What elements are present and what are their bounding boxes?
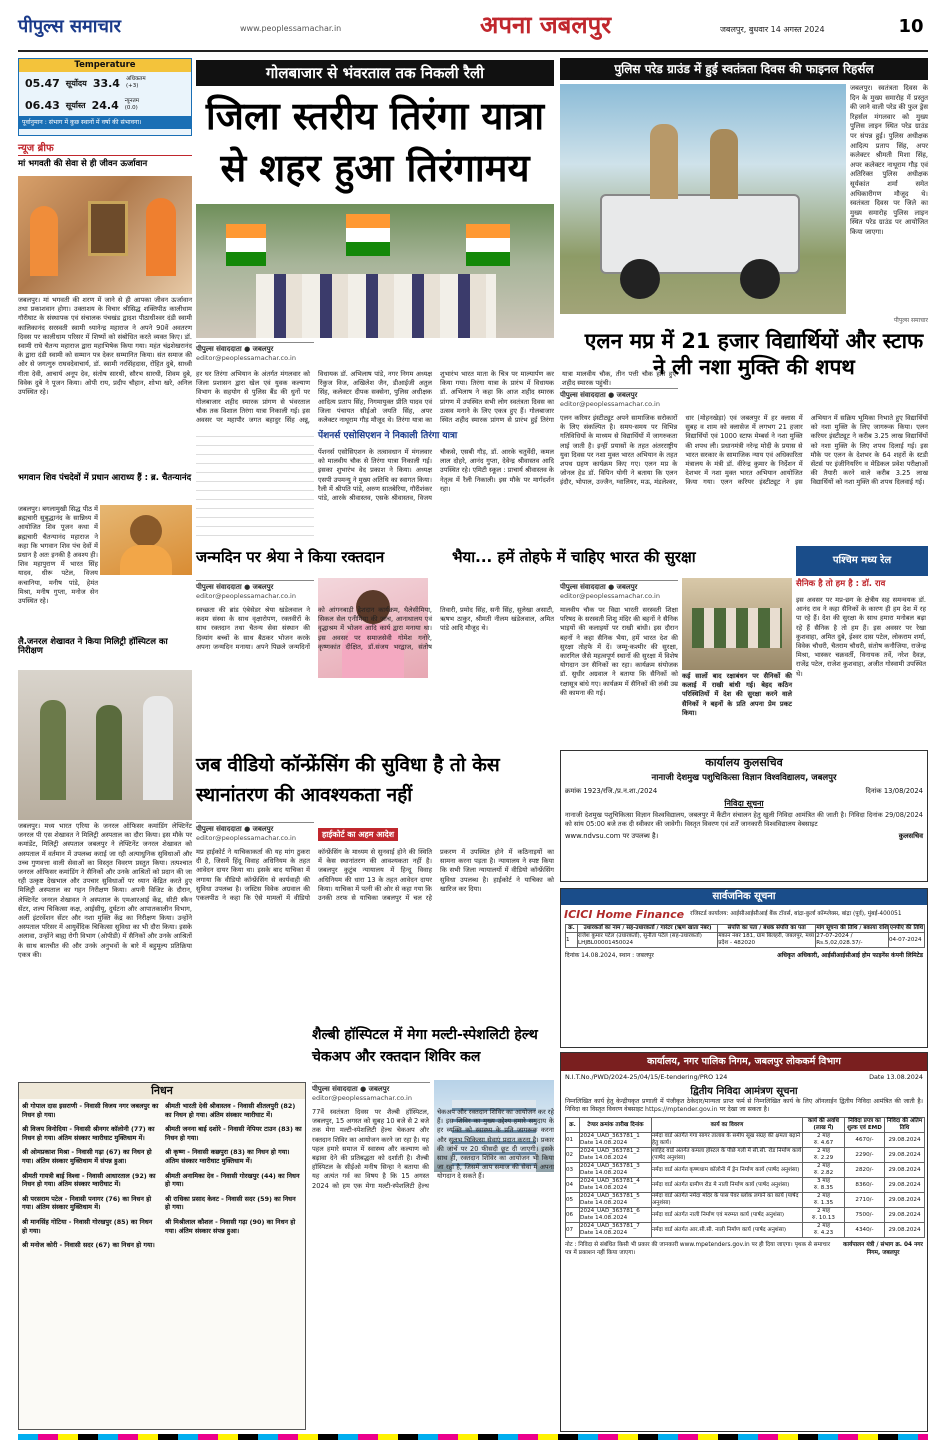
raksha-caption: कई सालों बाद रक्षाबंधन पर सैनिकों की कलाई में राखी बांधी गई। बेहद कठिन परिस्थितियों में देश की सुरक्षा करने वाले सैनिकों ने बहनों के प्रति अपना प्रेम प्रकट किया। (682, 672, 792, 717)
raksha-headline: भैया... हमें तोहफे में चाहिए भारत की सुरक्षा (452, 548, 696, 566)
table-row: 02 2024_UAD_363781_2 Date 14.08.2024 शाहिद वार्ड अंतर्गत कमला हॉस्टल के पीछे गली में सी.सी. रोड निर्माण कार्य (पार्षद अनुशंसा) 2 माह रु. 2.29 2290/- 29.08.2024 (566, 1148, 925, 1163)
icici-logo: ICICI Home Finance (564, 908, 685, 921)
main-byline: पीपुल्स संवाददाता ● जबलपुर editor@peoplessamachar.co.in (196, 342, 314, 366)
table-row: 04 2024_UAD_363781_4 Date 14.08.2024 नर्मदा वार्ड अंतर्गत ग्रामीण रोड मे नाली निर्माण कार्य (पार्षद अनुशंसा) 3 माह रु. 8.35 8360/- 29.08.2024 (566, 1178, 925, 1193)
university-body: नानाजी देशमुख पशुचिकित्सा विज्ञान विश्वविद्यालय, जबलपुर में कैंटीन संचालन हेतु खुली निविदा आमंत्रित की जाती है। निविदा दिनांक 29/08/2024 को सांय 05:00 बजे तक दी स्वीकार की जावेगी। विस्तृत विवरण एवं शर्तें जानकारी विश्वविद्यालय वेबसाइट (565, 811, 923, 829)
university-site[interactable]: www.ndvsu.com पर उपलब्ध है। (565, 832, 659, 841)
table-row: 06 2024_UAD_363781_6 Date 14.08.2024 नर्मदा वार्ड अंतर्गत नाली निर्माण एवं मरम्मत कार्य (पार्षद अनुशंसा) 2 माह रु. 10.13 7500/- 29.08.2024 (566, 1208, 925, 1223)
tender-notice (560, 1052, 928, 1432)
weather-row: 06.43 सूर्यास्त 24.4 न्यूनतम (0.0) (25, 98, 140, 112)
hospital-byline: पीपुल्स संवाददाता ● जबलपुर editor@peoplessamachar.co.in (312, 1082, 430, 1106)
main-body: हर घर तिरंगा अभियान के अंतर्गत मंगलवार को जिला प्रशासन द्वारा खेल एवं युवक कल्याण विभाग के सहयोग से पुलिस बैंड की धुनों पर गोलबाजार शहीद स्मारक प्रांगण से भंवरताल चौक तक विशाल तिरंगा यात्रा निकाली गई। इस अवसर पर महापौर जगत बहादुर सिंह अन्नू, विधायक डॉ. अभिलाष पांडे, नगर निगम अध्यक्ष रिंकुज विज, अखिलेश जैन, डीआईजी अतुल सिंह, कलेक्टर दीपक सक्सेना, पुलिस अधीक्षक आदित्य प्रताप सिंह, निगमायुक्त प्रीति यादव एवं जिला पंचायत सीईओ जयति सिंह, अपर कलेक्टर नाथूराम गौड़ मौजूद थे। तिरंगा यात्रा का शुभारंभ भारत माता के चित्र पर माल्यार्पण कर किया गया। तिरंगा यात्रा के प्रारंभ में विधायक डॉ. अभिलाष ने कहा कि आज शहीद स्मारक प्रांगण में उपस्थित सभी लोग स्वतंत्रता दिवस का उत्सव मनाने के लिए एकत्र हुए हैं। गोलबाजार स्थित शहीद स्मारक प्रांगण से प्रारंभ हुई तिरंगा यात्रा मालवीय चौक, तीन पत्ती चौक होते हुए शहीद स्मारक पहुंची। (196, 370, 676, 425)
list-item: श्री मानसिंह गोटिया - निवासी गोरखपुर (85) का निधन हो गया। (22, 1217, 153, 1235)
news-brief-label: न्यूज ब्रीफ (18, 140, 192, 156)
tender-title: द्वितीय निविदा आमंत्रण सूचना (690, 1086, 798, 1097)
weather-forecast: पूर्वानुमान : संभाग में कुछ स्थानों में वर्षा की संभावना। (19, 116, 191, 129)
brief-2-headline: भगवान शिव पंचदेवों में प्रधान आराध्य हैं : ब्र. चैतन्यानंद (18, 473, 192, 483)
university-notice-label: निविदा सूचना (724, 799, 764, 808)
list-item: श्रीमती अनामिका देव - निवासी गोरखपुर (44) का निधन हो गया। (165, 1171, 300, 1189)
pensioners-subhead: पेंशनर्स एसोसिएशन ने निकाली तिरंगा यात्रा (318, 431, 458, 441)
brief-1-body: जबलपुर। मां भगवती की शरण में जाने से ही आपका जीवन ऊर्जावान तथा प्रकाशवान होगा। उक्ताशय के विचार श्रीसिद्ध शक्तिपीठ कालीधाम गौरीघाट के संस्थापक एवं संचालक पंचखंड द्वादश पीठाधीश्वर दंडी स्वामी कालिकानंद सरस्वती स्वामी ध्यानेन्द्र महाराज ने अपने 90वें अवतरण दिवस पर कालीधाम परिसर में शिष्यों को संबोधित करते व्यक्त किए। डॉ. स्वामी राघे चैतन्य महाराज द्वारा महाभिषेक किया गया। महंत चंद्रशेखरानंद के द्वारा दंडी स्वामी को सम्मान पत्र देकर सम्मानित किया। संत समाज की ओर से जगत्गुरु राघवदेवाचार्य, डॉ. स्वामी नरसिंहदास, रोहित दुबे, साध्वी गीता देवी, आचार्य अनूप देव, संतोष सारथी, सौरभ सारथी, शिवम दुबे, विवेक दुबे ने पूजन किया। ओपी राय, प्रदीप चौहान, शोभा खरे, अनिल उपस्थित रहे। (18, 296, 192, 397)
list-item: श्री विजय विनोदिया - निवासी श्रीनगर कॉलोनी (77) का निधन हो गया। अंतिम संस्कार ग्वारीघाट मुक्तिधाम में। (22, 1125, 155, 1142)
icici-notice (560, 888, 928, 1048)
table-row: 05 2024_UAD_363781_5 Date 14.08.2024 नर्मदा वार्ड अंतर्गत नर्मदा मंदिर के पास पेवर ब्लॉक लगाने का कार्य (पार्षद अनुशंसा) 2 माह रु. 1.35 2710/- 29.08.2024 (566, 1193, 925, 1208)
table-row: 07 2024_UAD_363781_7 Date 14.08.2024 नर्मदा वार्ड अंतर्गत आर.सी.सी. नाली निर्माण कार्य (पार्षद अनुशंसा) 2 माह रु. 4.23 4340/- 29.08.2024 (566, 1223, 925, 1238)
table-row: 01 2024_UAD_363781_1 Date 14.08.2024 नर्मदा वार्ड अंतर्गत गंगा सागर तालाब के समीप सूख संग्रह की क्षमता बढ़ाने हेतु कार्य। 2 माह रु. 4.67 4670/- 29.08.2024 (566, 1133, 925, 1148)
raksha-sub-body: इस अवसर पर मप्र-छग के क्षेत्रीय सह समन्वयक डॉ. आनंद राव ने कहा सैनिकों के कारण ही हम देश में रह पा रहे हैं। देश की सुरक्षा के साथ हमारा मनोबल बढ़ा रहे हैं सैनिक है तो हम हैं। इस अवसर पर रेखा कुशवाहा, अमित दुबे, ईश्वर दास पटेल, लोकराम शर्मा, विवेक चौधरी, चैतराम चौधरी, संतोष कनौजिया, राजेन्द्र मिश्रा, भास्कर चक्रवर्ती, विनायक तर्वे, नरेश दैवज्ञ, राजेंद्र पटेल, राजेश कुशवाहा, अजीत गोस्वामी उपस्थित थे। (796, 596, 926, 678)
masthead-rule (18, 50, 928, 52)
transfer-byline: पीपुल्स संवाददाता ● जबलपुर editor@peoplessamachar.co.in (196, 822, 314, 846)
parade-headline-bar: पुलिस परेड ग्राउंड में हुई स्वतंत्रता दिवस की फाइनल रिहर्सल (560, 58, 928, 80)
page-number: 10 (898, 16, 924, 37)
main-headline: जिला स्तरीय तिरंगा यात्रा से शहर हुआ तिरंगामय (205, 94, 545, 190)
print-colour-strip (18, 1434, 928, 1440)
list-item: श्री मिश्रीलाल कौशल - निवासी गढ़ा (90) का निधन हो गया। अंतिम संस्कार संपन्न हुआ। (165, 1217, 296, 1235)
allen-byline: पीपुल्स संवाददाता ● जबलपुर editor@peoplessamachar.co.in (560, 388, 678, 412)
tender-nit: N.I.T.No./PWD/2024-25/04/15/E-tendering/PRO 124 (565, 1073, 728, 1081)
section-title: अपना जबलपुर (480, 11, 612, 39)
transfer-headline: जब वीडियो कॉन्फ्रेंसिंग की सुविधा है तो केस स्थानांतरण की आवश्यकता नहीं (196, 754, 500, 806)
blood-headline: जन्मदिन पर श्रेया ने किया रक्तदान (196, 548, 385, 566)
list-item: श्री परसराम पटेल - निवासी पनागर (76) का निधन हो गया। अंतिम संस्कार मुक्तिधाम में। (22, 1194, 152, 1212)
blood-body: स्वच्छता की ब्रांड एंबेसेडर श्रेया खंडेलवाल ने कदम संस्था के साथ वृक्षारोपण, रक्तवीरों के साथ रक्तदान तथा चैतन्य सेवा संस्थान की दिव्यांग बच्चों के साथ बैठकर भोजन करके अपना जन्मदिन मनाया। अपने पिछले जन्मदिनों को आंगनबाड़ी देशदान कार्यक्रम, थैलेसीमिया, सिकल सेल एनीमिया की जांच, आनाथालय एवं वृद्धाश्रम में भोजन आदि कार्य द्वारा मनाया था। इस अवसर पर समाजसेवी गोमेश गनोरे, कृष्णकांत दीक्षित, डॉ.संजय भरद्वाज, संतोष तिवारी, प्रमोद सिंह, सनी सिंह, सुलेखा असाटी, ऋषभ ठाकुर, श्रीमती नीलम खंडेलवाल, अमित पांडे आदि मौजूद थे। (196, 606, 554, 651)
list-item: श्रीमती गायत्री बाई विश्वा - निवासी आधारताल (92) का निधन हो गया। अंतिम संस्कार ग्वारीघाट में। (22, 1171, 156, 1189)
icici-banner: सार्वजनिक सूचना (561, 889, 927, 905)
blood-byline: पीपुल्स संवाददाता ● जबलपुर editor@peoplessamachar.co.in (196, 580, 314, 604)
raksha-byline: पीपुल्स संवाददाता ● जबलपुर editor@peoplessamachar.co.in (560, 580, 678, 604)
university-date: दिनांक 13/08/2024 (865, 787, 923, 795)
weather-title: Temperature (19, 59, 191, 72)
list-item: श्री मनोज कोरी - निवासी सदर (67) का निधन हो गया। (22, 1241, 155, 1250)
table-row: 03 2024_UAD_363781_3 Date 14.08.2024 नर्मदा वार्ड अंतर्गत कृष्णधाम कॉलोनी में ड्रेन निर्माण कार्य (पार्षद अनुशंसा) 2 माह रु. 2.82 2820/- 29.08.2024 (566, 1163, 925, 1178)
list-item: श्री ओमप्रकाश मिश्रा - निवासी गढ़ा (67) का निधन हो गया। अंतिम संस्कार मुक्तिधाम में संपन्न हुआ। (22, 1148, 152, 1165)
paper-logo: पीपुल्स समाचार (18, 16, 121, 37)
list-item: श्री गोपाल दास इसराणी - निवासी विजय नगर जबलपुर का निधन हो गया। (22, 1102, 159, 1119)
university-org: नानाजी देशमुख पशुचिकित्सा विज्ञान विश्वविद्यालय, जबलपुर (651, 773, 837, 783)
parade-photo (560, 84, 846, 314)
brief-2-photo (100, 505, 192, 575)
tender-note: नोट : निविदा से संबंधित किसी भी प्रकार की जानकारी www.mpetenders.gov.in पर ही दिया जाएगा। पृथक से समाचार पत्र में प्रकाशन नहीं किया जाएगा। (565, 1242, 831, 1256)
tender-date: Date 13.08.2024 (869, 1073, 923, 1081)
tender-table: क्र. टेण्डर क्रमांक तारीख दिनांक कार्य का विवरण कार्य की अवधि (लाख में) निविदा प्रपत्र का शुल्क एवं EMD निविदा की अंतिम तिथि 01 2024_UAD_363781_1 Date 14.08.2024 नर्मदा वार्ड अंतर्गत गंगा सागर तालाब के समीप सूख संग्रह की क्षमता बढ़ाने हेतु कार्य। 2 माह रु. 4.67 4670/- 29.08.2024 02 2024_UAD_363781_2 Date 14.08.2024 शाहिद वार्ड अंतर्गत कमला हॉस्टल के पीछे गली में सी.सी. रोड निर्माण कार्य (पार्षद अनुशंसा) 2 माह रु. 2.29 2290/- 29.08.2024 03 2024_UAD_363781_3 Date 14.08.2024 नर्मदा वार्ड अंतर्गत कृष्णधाम कॉलोनी में ड्रेन निर्माण कार्य (पार्षद अनुशंसा) 2 माह रु. 2.82 2820/- 29.08.2024 04 2024_UAD_363781_4 Date 14.08.2024 नर्मदा वार्ड अंतर्गत ग्रामीण रोड मे नाली निर्माण कार्य (पार्षद अनुशंसा) 3 माह रु. 8.35 8360/- 29.08.2024 05 2024_UAD_363781_5 Date 14.08.2024 नर्मदा वार्ड अंतर्गत नर्मदा मंदिर के पास पेवर ब्लॉक लगाने का कार्य (पार्षद अनुशंसा) 2 माह रु. 1.35 2710/- 29.08.2024 06 2024_UAD_363781_6 Date 14.08.2024 नर्मदा वार्ड अंतर्गत नाली निर्माण एवं मरम्मत कार्य (पार्षद अनुशंसा) 2 माह रु. 10.13 7500/- 29.08.2024 07 2024_UAD_363781_7 Date 14.08.2024 नर्मदा वार्ड अंतर्गत आर.सी.सी. नाली निर्माण कार्य (पार्षद अनुशंसा) 2 माह रु. 4.23 4340/- 29.08.2024 (565, 1117, 925, 1238)
hospital-body: 77वें स्वतंत्रता दिवस पर शैल्बी हॉस्पिटल, जबलपुर, 15 अगस्त को सुबह 10 बजे से 2 बजे तक मेगा मल्टी-स्पेशलिटी हेल्थ चेकअप और रक्तदान शिविर का आयोजन करने जा रहा है। यह पहल हमारे समाज में स्वास्थ्य और कल्याण को बढ़ावा देने की प्रतिबद्धता को दर्शाती है। शैल्बी हॉस्पिटल के सीईओ मनीष सिन्हा ने बताया की यह अत्यंत गर्व का विषय है कि 15 अगस्त 2024 को हम एक मेगा मल्टी-स्पेशलिटी हेल्थ चेकअप और रक्तदान शिविर का आयोजन कर रहे हैं। इस शिविर का मुख्य उद्देश्य हमारे समुदाय के हर व्यक्ति को स्वास्थ्य के प्रति जागरूक करना और सुलभ चिकित्सा सेवाएं प्रदान करना है। प्रकार की जांचें पर 20 फीसदी छूट दी जाएगी। इसके साथ ही, रक्तदान शिविर का आयोजन भी किया जा रहा है, जिसमें आप समाज की सेवा में अपना योगदान दे सकते हैं। (312, 1108, 554, 1190)
university-ref: क्रमांक 1923/रजि./प्र.न.शा./2024 (565, 787, 658, 795)
parade-caption: जबलपुर। स्वतंत्रता दिवस के दिन के मुख्य समारोह में प्रस्तुत की जाने वाली परेड की फुल ड्रेस रिहर्सल मंगलवार को मुख्य पुलिस लाइन स्थित परेड ग्राउंड पर संपन्न हुई। पुलिस अधीक्षक आदित्य प्रताप सिंह, अपर कलेक्टर श्रीमती मिशा सिंह, अपर कलेक्टर नाथूराम गौड़ एवं अतिरिक्त पुलिस अधीक्षक सूर्यकांत शर्मा समेत अधिकारीगण मौजूद थे। स्वतंत्रता दिवस पर जिले का मुख्य समारोह पुलिस लाइन स्थित परेड ग्राउंड पर आयोजित किया जाएगा। (850, 84, 928, 236)
icici-reg: रजिस्टर्ड कार्यालय: आईसीआईसीआई बैंक टॉवर्स, बांद्रा-कुर्ला कॉम्प्लेक्स, बांद्रा (पूर्व), मुंबई-400051 (690, 911, 902, 917)
transfer-body: मप्र हाईकोर्ट ने याचिकाकर्ता की यह मांग ठुकरा दी है, जिसमें हिंदू विवाह अधिनियम के तहत आवेदन दायर किया था। इसके बाद याचिका में लगाया कि वीडियो कॉन्फ्रेंसिंग से कार्यवाही की सुविधा उपलब्ध है। जस्टिस विवेक अग्रवाल की एकलपीठ ने कहा कि ऐसे मामलों में वीडियो कॉन्फ्रेंसिंग के माध्यम से सुनवाई होने की स्थिति में केस स्थानांतरण की आवश्यकता नहीं है। जबलपुर कुटुंब न्यायालय में हिन्दू विवाह अधिनियम की धारा 13 के तहत आवेदन दायर किया। याचिका में पत्नी की ओर से कहा गया कि उनकी तरफ से याचिका जबलपुर में चल रहे प्रकरण में उपस्थित होने में कठिनाइयों का सामना करना पड़ता है। न्यायालय ने स्पष्ट किया कि सभी जिला न्यायालयों में वीडियो कॉन्फ्रेंसिंग सुविधा उपलब्ध है। हाईकोर्ट ने याचिका को खारिज कर दिया। (196, 848, 554, 903)
list-item: श्री कृष्ण - निवासी कछपुरा (83) का निधन हो गया। अंतिम संस्कार ग्वारीघाट मुक्तिधाम में। (165, 1148, 290, 1165)
icici-footer: दिनांक 14.08.2024, स्थान : जबलपुर (565, 952, 654, 959)
raksha-body: मालवीय चौक पर विद्या भारती सरस्वती शिक्षा परिषद के सरस्वती शिशु मंदिर की बहनों ने सैनिक भाइयों की कलाइयों पर राखी बांधी। इस दौरान बहनों ने कहा सैनिक भैया, हमें भारत देश की सुरक्षा तोहफे में दें। जम्मू-कश्मीर की सुरक्षा, कारगिल जैसे महत्वपूर्ण स्थानों की सुरक्षा में विशेष योगदान उन सैनिकों का रहा। कार्यक्रम संयोजक डॉ. सुधीर अग्रवाल ने बताया कि सैनिकों को रक्षासूत्र बांधे गए। कार्यक्रम में सैनिकों की लंबी उम्र की कामना की गई। (560, 606, 678, 697)
raksha-photo (682, 578, 792, 670)
university-notice (560, 750, 928, 882)
university-title: कार्यालय कुलसचिव (705, 756, 783, 769)
hospital-headline: शैल्बी हॉस्पिटल में मेगा मल्टी-स्पेशलिटी हेल्थ चेकअप और रक्तदान शिविर कल (312, 1027, 538, 1065)
weather-box (18, 58, 192, 136)
brief-2-body: जबलपुर। बगलामुखी सिद्ध पीठ में ब्रह्मचारी सुबुद्धानंद के सान्निध्य में आयोजित शिव पूजन कथा में ब्रह्मचारी चैतन्यानंद महाराज ने कहा कि भगवान शिव पंच देवों में प्रधान है अतः इनकी है अवश्य ही। शिव महापुराण में भारत सिंह यादव, धीरू पटेल, विजय कचानिया, मनीष पांडे, हेमंत मिश्रा, मनीष गुप्ता, मनोज सेन उपस्थित रहे। (18, 505, 98, 606)
list-item: श्री राधिका प्रसाद केवट - निवासी सदर (59) का निधन हो गया। (165, 1194, 296, 1212)
raksha-subhead: सैनिक है तो हम है : डॉ. राव (796, 579, 886, 589)
brief-3-body: जबलपुर। मध्य भारत एरिया के जनरल ऑफिसर कमांडिंग लेफ्टिनेंट जनरल पी एस शेखावत ने मिलिट्री अस्पताल का दौरा किया। इस मौके पर कमांडेंट, मिलिट्री अस्पताल जबलपुर ने लेफ्टिनेंट जनरल शेखावत को अस्पताल में वर्तमान में उपलब्ध कराई जा रही अत्याधुनिक सुविधाओं और उच्च गुणवत्ता वाली सेवाओं का विस्तृत विवरण प्रस्तुत किया। तत्पश्चात जनरल ऑफिसर कमांडिंग ने सैनिकों और उनके आश्रितों को प्रदान की जा रही उत्कृष्ट देखभाल और उपचार सुविधाओं पर ध्यान केंद्रित करते हुए मिलिट्री अस्पताल का गहन निरीक्षण किया। अपनी विजिट के दौरान, लेफ्टिनेंट जनरल शेखावत ने अस्पताल के एमआरआई केंद्र, सीटी स्कैन सेंटर, शल्य चिकित्सा कक्ष, आईसीयू, दुर्घटना और आपातकालीन विभाग, अर्ली इंटरवेंशन सेंटर और नशा मुक्ति केंद्र का निरीक्षण किया। उन्होंने अस्पताल परिसर में आयुर्वेदिक चिकित्सा सुविधा का भी दौरा किया। इसके अलावा, उन्होंने बाह्य रोगी विभाग (ओपीडी) में सैनिकों और उनके आश्रितों के साथ बातचीत की और उनके अनुभवों के बारे में बहुमूल्य प्रतिक्रिया एकत्र की। (18, 822, 192, 959)
transfer-kicker: हाईकोर्ट का अहम आदेश (318, 822, 428, 836)
brief-1-photo (18, 176, 192, 294)
tender-intro: निम्नलिखित कार्य हेतु केन्द्रीयकृत प्रणाली में पंजीकृत ठेकेदार/मान्यता प्राप्त फर्म से निम्नलिखित कार्य के लिए ऑनलाईन द्वितीय निविदा आमंत्रित की जाती है। निविदा का विस्तृत विवरण वेबसाइट https://mptender.gov.in पर देखा जा सकता है। (565, 1098, 923, 1114)
main-photo (196, 204, 554, 338)
list-item: श्रीमती जनना बाई दशोरे - निवासी नेपियर टाउन (83) का निधन हो गया। (165, 1125, 302, 1142)
brief-3-photo (18, 670, 192, 820)
allen-body: एलन करियर इंस्टीट्यूट अपने सामाजिक सरोकारों के लिए संकल्पित है। समय-समय पर विभिन्न गतिविधियों के माध्यम से विद्यार्थियों में जागरुकता लाई जाती है। इन्हीं प्रयासों के तहत अंतरराष्ट्रीय युवा दिवस पर नशा मुक्त भारत अभियान के तहत शपथ ग्रहण कार्यक्रम किए गए। एलन मप्र के जोनल हेड डॉ. विपिन योगी ने बताया कि एलन इंदौर, भोपाल, उज्जैन, ग्वालियर, मऊ, मंडलेश्वर, धार (मोहनखेड़ा) एवं जबलपुर में हर क्लास में सुबह व शाम को क्लासेज में लगभग 21 हजार विद्यार्थियों एवं 1000 स्टाफ मेम्बर्स ने नशा मुक्ति की शपथ ली। प्रधानमंत्री नरेन्द्र मोदी के प्रयास से भारत सरकार के सामाजिक न्याय एवं अधिकारिता मंत्रालय के मंत्री डॉ. वीरेन्द्र कुमार के निर्देशन में देशभर में नशा मुक्त भारत अभियान आयोजित किया गया। एलन करियर इंस्टीट्यूट ने इस अभियान में सक्रिय भूमिका निभाते हुए विद्यार्थियों को नशा मुक्ति के लिए जागरूक किया। एलन करियर इंस्टीट्यूट ने करीब 3.25 लाख विद्यार्थियों को नशा मुक्ति के लिए शपथ दिलाई गई। इस मौके पर एलन के देशभर के 64 शहरों के स्टडी सेंटर्स पर इंजीनियरिंग व मेडिकल प्रवेश परीक्षाओं की तैयारी करने वाले करीब 3.25 लाख विद्यार्थियों को नशा मुक्ति की शपथ दिलवाई गई। (560, 414, 928, 487)
table-row: 1 राजेश कुमार पटेल (उधारकर्ता), सुनीता पटेल (सह-उधारकर्ता) LHJBL00001450024 मकान नंबर 181, ग्राम बिलहरी, जबलपुर, मध्य प्रदेश - 482020 27-07-2024 / Rs.5,02,028.37/- 04-07-2024 (566, 933, 925, 948)
tender-sign: कार्यपालन यंत्री / संभाग क्र. 04 नगर निगम, जबलपुर (843, 1242, 923, 1256)
allen-headline: एलन मप्र में 21 हजार विद्यार्थियों और स्टाफ ने ली नशा मुक्ति की शपथ (584, 329, 924, 379)
railway-ad: पश्चिम मध्य रेल (796, 546, 928, 576)
icici-signer: अधिकृत अधिकारी, आईसीआईसीआई होम फाइनेंस कंपनी लिमिटेड (777, 952, 923, 959)
obituary-box (18, 1082, 306, 1430)
main-body-col1 (196, 432, 314, 540)
issue-date: जबलपुर, बुधवार 14 अगस्त 2024 (720, 25, 825, 34)
icici-table: क्र. उधारकर्ता का नाम / सह-उधारकर्ता / गारंटर (ऋण खाता नंबर) संपत्ति का पता / बंधक संपत्ति का पता मांग सूचना की तिथि / बकाया राशि एनपीए की तिथि 1 राजेश कुमार पटेल (उधारकर्ता), सुनीता पटेल (सह-उधारकर्ता) LHJBL00001450024 मकान नंबर 181, ग्राम बिलहरी, जबलपुर, मध्य प्रदेश - 482020 27-07-2024 / Rs.5,02,028.37/- 04-07-2024 (566, 925, 924, 946)
obituary-title: निधन (19, 1083, 305, 1099)
main-kicker: गोलबाजार से भंवरताल तक निकली रैली (196, 60, 554, 86)
brief-1-headline: मां भगवती की सेवा से ही जीवन ऊर्जावान (18, 159, 148, 169)
brief-3-headline: लै.जनरल शेखावत ने किया मिलिट्री हॉस्पिटल का निरीक्षण (18, 637, 168, 657)
pensioners-body: पेंशनर्स एसोसिएशन के तत्वावधान में मंगलवार को मालवीय चौक से तिरंगा यात्रा निकाली गई। इसका शुभारंभ वेद प्रकाश ने किया। अध्यक्ष एसपी उपमन्यु ने मुख्य अतिथि का स्वागत किया। रैली में श्रीपति पांडे, अरुण सातबेरिया, गौरीशंकर पांडे, आरके श्रीवास्तव, एसके श्रीवास्तव, विजय चौकसे, एसबी गौड़, डॉ. आरके चतुर्वेदी, कमल लाल दोहरे, आनंद गुप्ता, देवेन्द्र श्रीवास्तव आदि उपस्थित रहे। एमिटी स्कूल : प्राचार्य श्रीवास्तव के नेतृत्व में रैली निकाली। इस मौके पर मार्गदर्शन रहा। (318, 448, 554, 503)
masthead (0, 0, 945, 56)
tender-banner: कार्यालय, नगर पालिक निगम, जबलपुर लोककर्म विभाग (561, 1053, 927, 1071)
weather-row: 05.47 सूर्योदय 33.4 अधिकतम (+3) (25, 76, 146, 90)
university-sign: कुलसचिव (898, 832, 923, 841)
site-url[interactable]: www.peoplessamachar.in (240, 24, 342, 33)
parade-credit: पीपुल्स समाचार (893, 317, 928, 324)
list-item: श्रीमती भारती देवी श्रीवास्तव - निवासी शीतलपुरी (82) का निधन हो गया। अंतिम संस्कार ग्वारीघाट में। (165, 1102, 296, 1119)
